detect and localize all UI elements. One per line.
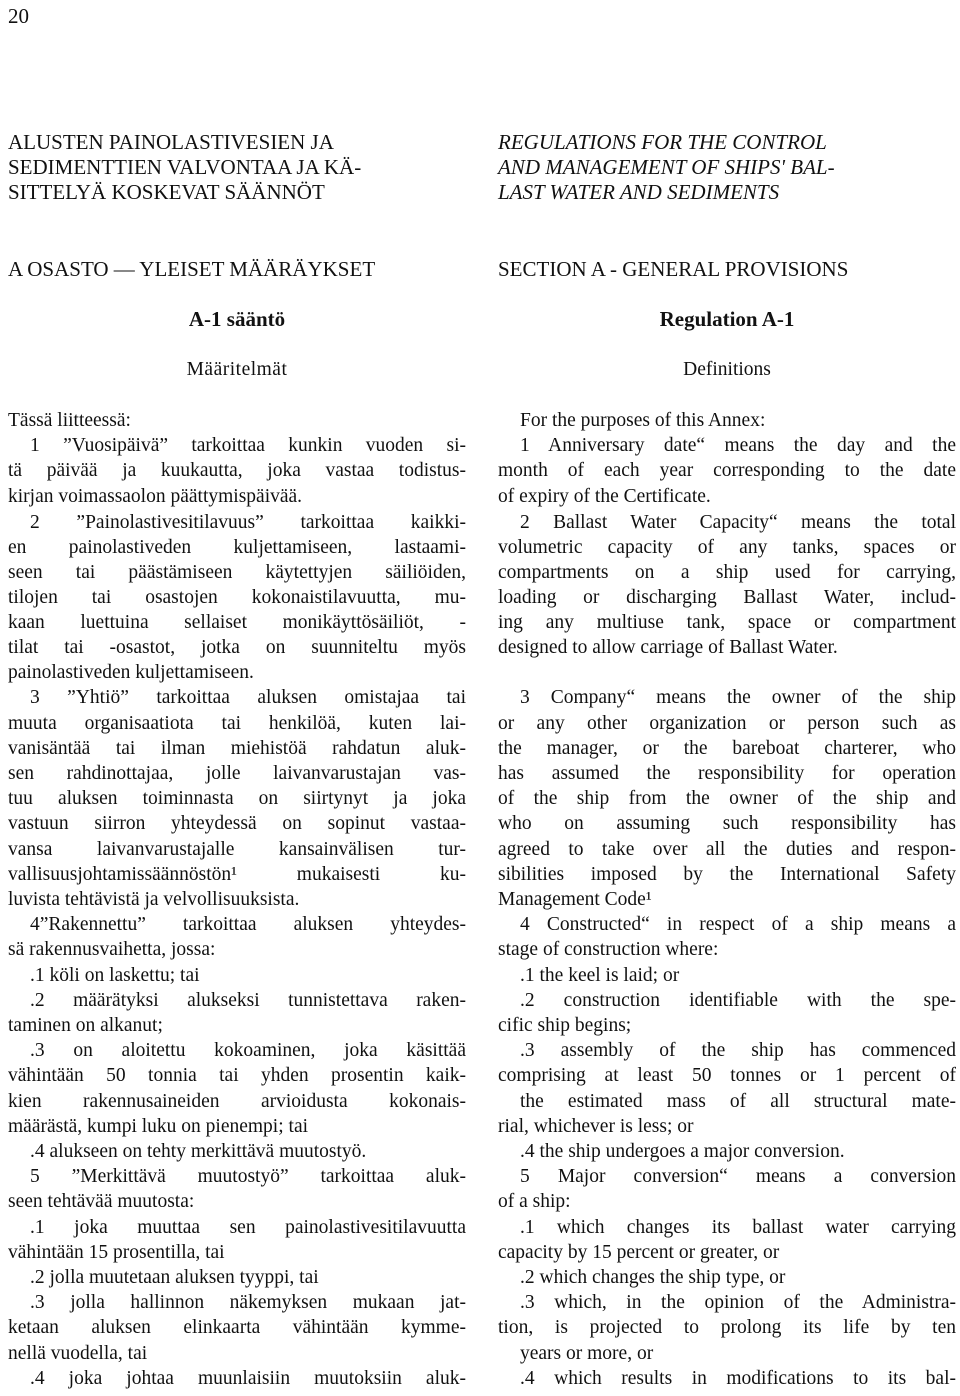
finnish-text-line: painolastiveden kuljettamiseen. — [8, 662, 254, 683]
finnish-text-line: 3 ”Yhtiö” tarkoittaa aluksen omistajaa tai — [30, 687, 466, 708]
finnish-text-line: sä rakennusvaihetta, jossa: — [8, 939, 216, 960]
finnish-text-line: tilojen tai osastojen kokonaistilavuutta, mu- — [8, 587, 466, 608]
finnish-text-line: .1 joka muuttaa sen painolastivesitilavuutta — [30, 1217, 466, 1238]
finnish-regulation-heading: A-1 sääntö — [188, 307, 286, 331]
english-text-line: volumetric capacity of any tanks, spaces or — [498, 537, 956, 558]
english-text-line: has assumed the responsibility for operation — [498, 763, 956, 784]
finnish-definitions-heading: Määritelmät — [186, 359, 288, 380]
finnish-text-line: muuta organisaatiota tai henkilöä, kuten lai- — [8, 713, 466, 734]
finnish-text-line: .2 määrätyksi alukseksi tunnistettava raken- — [30, 990, 466, 1011]
finnish-text-line: tilat tai -osastot, jotka on suunniteltu myös — [8, 637, 466, 658]
finnish-text-line: määrästä, kumpi luku on pienempi; tai — [8, 1116, 309, 1137]
finnish-text-line: .4 joka johtaa muunlaisiin muutoksiin aluk- — [30, 1368, 466, 1389]
finnish-text-line: vanisäntää tai ilman miehistöä rahdatun aluk- — [8, 738, 466, 759]
english-text-line: .2 which changes the ship type, or — [520, 1267, 786, 1288]
finnish-text-line: vallisuusjohtamissäännöstön¹ mukaisesti ku- — [8, 864, 466, 885]
english-text-line: compartments on a ship used for carrying, — [498, 562, 956, 583]
english-text-line: 2 Ballast Water Capacity“ means the total — [520, 512, 956, 533]
finnish-title-line: SEDIMENTTIEN VALVONTAA JA KÄ- — [8, 155, 362, 179]
english-text-line: 5 Major conversion“ means a conversion — [520, 1166, 956, 1187]
finnish-text-line: kien rakennusaineiden arvioidusta kokonais- — [8, 1091, 466, 1112]
finnish-text-line: seen tehtävää muutosta: — [8, 1191, 195, 1212]
english-regulation-heading: Regulation A-1 — [659, 307, 795, 331]
finnish-text-line: kirjan voimassaolon päättymispäivää. — [8, 486, 303, 507]
english-text-line: month of each year corresponding to the date — [498, 460, 956, 481]
english-title-line: LAST WATER AND SEDIMENTS — [498, 180, 780, 204]
english-text-line: comprising at least 50 tonnes or 1 percent of — [498, 1065, 956, 1086]
english-text-line: 1 Anniversary date“ means the day and the — [520, 435, 956, 456]
english-text-line: .3 assembly of the ship has commenced — [520, 1040, 956, 1061]
english-text-line: agreed to take over all the duties and respon- — [498, 839, 956, 860]
english-text-line: who on assuming such responsibility has — [498, 813, 956, 834]
english-text-line: capacity by 15 percent or greater, or — [498, 1242, 780, 1263]
finnish-text-line: nellä vuodella, tai — [8, 1343, 148, 1364]
finnish-text-line: sen rahdinottajaa, jolle laivanvarustajan vas- — [8, 763, 466, 784]
finnish-text-line: vähintään 15 prosentilla, tai — [8, 1242, 225, 1263]
english-text-line: tion, is projected to prolong its life by ten — [498, 1317, 956, 1338]
english-text-line: .4 the ship undergoes a major conversion. — [520, 1141, 845, 1162]
finnish-text-line: 5 ”Merkittävä muutostyö” tarkoittaa aluk- — [30, 1166, 466, 1187]
english-text-line: Management Code¹ — [498, 889, 652, 910]
finnish-title-line: SITTELYÄ KOSKEVAT SÄÄNNÖT — [8, 180, 325, 204]
english-text-line: 4 Constructed“ in respect of a ship means a — [520, 914, 956, 935]
finnish-text-line: 1 ”Vuosipäivä” tarkoittaa kunkin vuoden si- — [30, 435, 466, 456]
english-text-line: of the ship from the owner of the ship and — [498, 788, 956, 809]
finnish-text-line: en painolastiveden kuljettamiseen, lastaami- — [8, 537, 466, 558]
english-title-line: REGULATIONS FOR THE CONTROL — [498, 130, 827, 154]
finnish-text-line: tuu aluksen toiminnasta on siirtynyt ja joka — [8, 788, 466, 809]
finnish-text-line: .2 jolla muutetaan aluksen tyyppi, tai — [30, 1267, 319, 1288]
finnish-text-line: tä päivää ja kuukautta, joka vastaa todistus- — [8, 460, 466, 481]
english-text-line: stage of construction where: — [498, 939, 719, 960]
english-text-line: the manager, or the bareboat charterer, who — [498, 738, 956, 759]
english-text-line: .3 which, in the opinion of the Administra- — [520, 1292, 956, 1313]
finnish-text-line: .3 jolla hallinnon näkemyksen mukaan jat- — [30, 1292, 466, 1313]
english-text-line: rial, whichever is less; or — [498, 1116, 694, 1137]
english-title-line: AND MANAGEMENT OF SHIPS' BAL- — [498, 155, 835, 179]
english-text-line: For the purposes of this Annex: — [520, 410, 766, 431]
finnish-text-line: .1 köli on laskettu; tai — [30, 965, 200, 986]
english-text-line: ing any multiuse tank, space or compartment — [498, 612, 956, 633]
english-text-line: or any other organization or person such as — [498, 713, 956, 734]
english-text-line: designed to allow carriage of Ballast Water. — [498, 637, 838, 658]
finnish-text-line: vähintään 50 tonnia tai yhden prosentin kaik- — [8, 1065, 466, 1086]
english-section-heading: SECTION A - GENERAL PROVISIONS — [498, 257, 849, 281]
english-text-line: loading or discharging Ballast Water, includ- — [498, 587, 956, 608]
english-text-line: 3 Company“ means the owner of the ship — [520, 687, 956, 708]
english-text-line: sibilities imposed by the International Safety — [498, 864, 956, 885]
english-text-line: .2 construction identifiable with the spe- — [520, 990, 956, 1011]
english-text-line: .4 which results in modifications to its bal- — [520, 1368, 956, 1389]
english-text-line: .1 which changes its ballast water carrying — [520, 1217, 956, 1238]
english-definitions-heading: Definitions — [683, 359, 771, 380]
finnish-text-line: 4”Rakennettu” tarkoittaa aluksen yhteydes- — [30, 914, 466, 935]
finnish-text-line: seen tai päästämiseen käytettyjen säiliöiden, — [8, 562, 466, 583]
finnish-section-heading: A OSASTO — YLEISET MÄÄRÄYKSET — [8, 257, 376, 281]
finnish-text-line: 2 ”Painolastivesitilavuus” tarkoittaa kaikki- — [30, 512, 466, 533]
finnish-text-line: .3 on aloitettu kokoaminen, joka käsittää — [30, 1040, 466, 1061]
english-text-line: cific ship begins; — [498, 1015, 632, 1036]
finnish-text-line: vastuun siirron yhteydessä on sopinut vastaa- — [8, 813, 466, 834]
english-text-line: .1 the keel is laid; or — [520, 965, 680, 986]
english-text-line: of a ship: — [498, 1191, 571, 1212]
finnish-text-line: luvista tehtävistä ja velvollisuuksista. — [8, 889, 300, 910]
finnish-text-line: vansa laivanvarustajalle kansainvälisen tur- — [8, 839, 466, 860]
page-number: 20 — [8, 4, 29, 28]
english-text-line: the estimated mass of all structural mate- — [520, 1091, 956, 1112]
finnish-text-line: .4 alukseen on tehty merkittävä muutostyö. — [30, 1141, 367, 1162]
finnish-text-line: kaan luettuina sellaiset monikäyttösäiliöt, - — [8, 612, 466, 633]
english-text-line: of expiry of the Certificate. — [498, 486, 711, 507]
finnish-title-line: ALUSTEN PAINOLASTIVESIEN JA — [8, 130, 334, 154]
finnish-text-line: Tässä liitteessä: — [8, 410, 131, 431]
finnish-text-line: ketaan aluksen elinkaarta vähintään kymme- — [8, 1317, 466, 1338]
finnish-text-line: taminen on alkanut; — [8, 1015, 163, 1036]
english-text-line: years or more, or — [520, 1343, 654, 1364]
